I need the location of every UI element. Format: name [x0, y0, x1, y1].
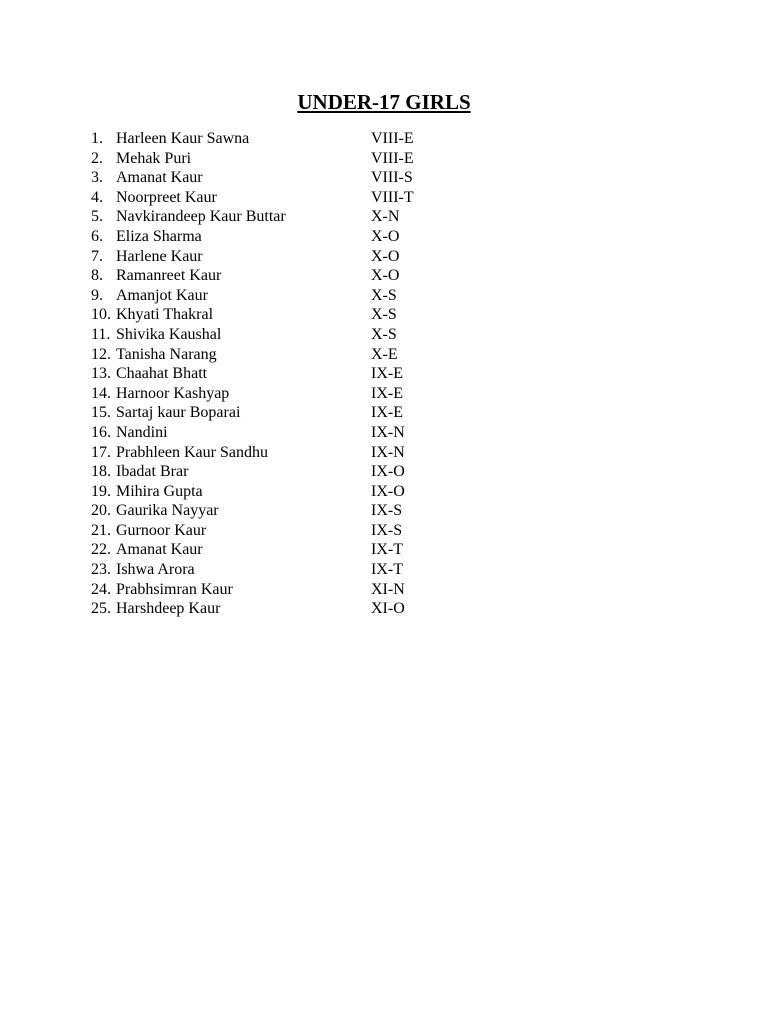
list-item [91, 227, 531, 247]
girls-list [91, 129, 531, 619]
student-name: Chaahat Bhatt [116, 365, 208, 383]
entry-number: 20. [91, 502, 111, 520]
student-name: Prabhsimran Kaur [116, 580, 233, 598]
student-name: Ishwa Arora [116, 561, 195, 579]
entry-number: 4. [91, 188, 103, 206]
student-class: X-O [371, 267, 400, 285]
list-item [91, 247, 531, 267]
student-class: IX-S [371, 502, 403, 520]
student-class: VIII-E [371, 149, 414, 167]
list-item [91, 286, 531, 306]
list-item [91, 423, 531, 443]
entry-number: 14. [91, 384, 111, 402]
list-item [91, 207, 531, 227]
student-class: X-N [371, 208, 400, 226]
list-item [91, 168, 531, 188]
student-name: Ramanreet Kaur [116, 267, 222, 285]
student-class: X-E [371, 345, 398, 363]
list-item [91, 403, 531, 423]
student-class: IX-E [371, 365, 403, 383]
list-item [91, 364, 531, 384]
student-class: VIII-T [371, 188, 414, 206]
student-class: IX-E [371, 384, 403, 402]
list-item [91, 599, 531, 619]
entry-number: 2. [91, 149, 103, 167]
student-name: Gurnoor Kaur [116, 521, 207, 539]
list-item [91, 462, 531, 482]
list-item [91, 501, 531, 521]
entry-number: 5. [91, 208, 103, 226]
student-name: Prabhleen Kaur Sandhu [116, 443, 268, 461]
student-name: Mihira Gupta [116, 482, 203, 500]
page-title-text: UNDER-17 GIRLS [297, 90, 471, 114]
entry-number: 23. [91, 561, 111, 579]
list-item [91, 384, 531, 404]
student-class: XI-O [371, 600, 405, 618]
list-item [91, 580, 531, 600]
student-class: XI-N [371, 580, 405, 598]
student-class: IX-S [371, 521, 403, 539]
student-class: IX-N [371, 423, 405, 441]
entry-number: 7. [91, 247, 103, 265]
entry-number: 1. [91, 130, 103, 147]
entry-number: 13. [91, 365, 111, 383]
page-title [0, 89, 768, 115]
student-class: IX-O [371, 463, 405, 481]
student-class: IX-T [371, 561, 403, 579]
list-item [91, 443, 531, 463]
entry-number: 22. [91, 541, 111, 559]
entry-number: 25. [91, 600, 111, 618]
student-class: IX-E [371, 404, 403, 422]
list-item [91, 188, 531, 208]
entry-number: 6. [91, 227, 103, 245]
student-name: Amanat Kaur [116, 541, 203, 559]
student-class: X-S [371, 306, 397, 324]
entry-number: 18. [91, 463, 111, 481]
student-name: Sartaj kaur Boparai [116, 404, 241, 422]
entry-number: 16. [91, 423, 111, 441]
student-class: IX-N [371, 443, 405, 461]
student-class: IX-O [371, 482, 405, 500]
student-name: Navkirandeep Kaur Buttar [116, 208, 286, 226]
student-name: Mehak Puri [116, 149, 192, 167]
list-item [91, 266, 531, 286]
entry-number: 15. [91, 404, 111, 422]
entry-number: 8. [91, 267, 103, 285]
student-name: Shivika Kaushal [116, 325, 222, 343]
entry-number: 21. [91, 521, 111, 539]
list-item [91, 305, 531, 325]
list-item [91, 345, 531, 365]
student-class: VIII-E [371, 130, 414, 147]
student-class: X-S [371, 325, 397, 343]
entry-number: 12. [91, 345, 111, 363]
entry-number: 11. [91, 325, 111, 343]
list-item [91, 540, 531, 560]
student-class: VIII-S [371, 169, 413, 187]
list-item [91, 129, 531, 149]
entry-number: 10. [91, 306, 111, 324]
student-name: Ibadat Brar [116, 463, 189, 481]
student-name: Noorpreet Kaur [116, 188, 217, 206]
entry-number: 24. [91, 580, 111, 598]
list-item [91, 149, 531, 169]
student-name: Harleen Kaur Sawna [116, 130, 250, 147]
list-item [91, 521, 531, 541]
entry-number: 17. [91, 443, 111, 461]
list-item [91, 560, 531, 580]
student-name: Harshdeep Kaur [116, 600, 221, 618]
student-name: Harlene Kaur [116, 247, 203, 265]
list-item [91, 325, 531, 345]
student-class: IX-T [371, 541, 403, 559]
entry-number: 3. [91, 169, 103, 187]
student-name: Khyati Thakral [116, 306, 214, 324]
student-name: Eliza Sharma [116, 227, 202, 245]
student-class: X-O [371, 247, 400, 265]
list-item [91, 482, 531, 502]
entry-number: 19. [91, 482, 111, 500]
student-name: Harnoor Kashyap [116, 384, 230, 402]
student-name: Amanat Kaur [116, 169, 203, 187]
student-class: X-S [371, 286, 397, 304]
student-name: Gaurika Nayyar [116, 502, 219, 520]
student-class: X-O [371, 227, 400, 245]
entry-number: 9. [91, 286, 103, 304]
student-name: Amanjot Kaur [116, 286, 208, 304]
student-name: Nandini [116, 423, 168, 441]
student-name: Tanisha Narang [116, 345, 217, 363]
